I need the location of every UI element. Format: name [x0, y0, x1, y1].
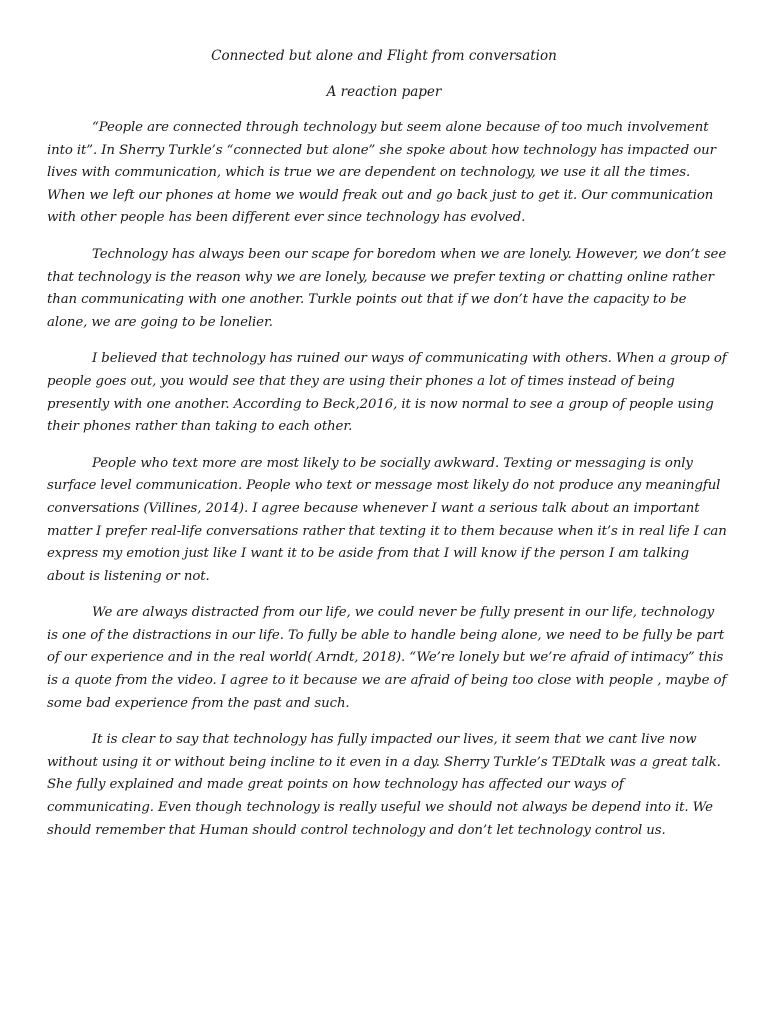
paragraph-3: I believed that technology has ruined our ways of communicating with others. When a group of people goes out, you would see that they are using their phones a lot of times instead of being presently with one another. According to Beck,2016, it is now normal to see a group of people using their phones rather than taking to each other.: [47, 351, 727, 435]
document-body: [47, 117, 727, 856]
paragraph-4: People who text more are most likely to be socially awkward. Texting or messaging is only surface level communication. People who text or message most likely do not produce any meaningful conversations (Villines, 2014). I agree because whenever I want a serious talk about an important matter I prefer real-life conversations rather that texting it to them because when it’s in real life I can express my emotion just like I want it to be aside from that I will know if the person I am talking about is listening or not.: [47, 455, 727, 584]
page-title: Connected but alone and Flight from conversation: [211, 48, 557, 64]
paragraph-5: We are always distracted from our life, we could never be fully present in our life, technology is one of the distractions in our life. To fully be able to handle being alone, we need to be fully be part of our experience and in the real world( Arndt, 2018). “We’re lonely but we’re afraid of intimacy” this is a quote from the video. I agree to it because we are afraid of being too close with people , maybe of some bad experience from the past and such.: [47, 605, 727, 711]
paragraph-1: “People are connected through technology but seem alone because of too much involvement into it”. In Sherry Turkle’s “connected but alone” she spoke about how technology has impacted our lives with communication, which is true we are dependent on technology, we use it all the times. When we left our phones at home we would freak out and go back just to get it. Our communication with other people has been different ever since technology has evolved.: [47, 120, 716, 226]
paragraph-6: It is clear to say that technology has fully impacted our lives, it seem that we cant live now without using it or without being incline to it even in a day. Sherry Turkle’s TEDtalk was a great talk. She fully explained and made great points on how technology has affected our ways of communicating. Even though technology is really useful we should not always be depend into it. We should remember that Human should control technology and don’t let technology control us.: [47, 732, 721, 838]
paragraph-2: Technology has always been our scape for boredom when we are lonely. However, we don’t see that technology is the reason why we are lonely, because we prefer texting or chatting online rather than communicating with one another. Turkle points out that if we don’t have the capacity to be alone, we are going to be lonelier.: [47, 246, 727, 330]
page-subtitle: A reaction paper: [326, 84, 442, 100]
